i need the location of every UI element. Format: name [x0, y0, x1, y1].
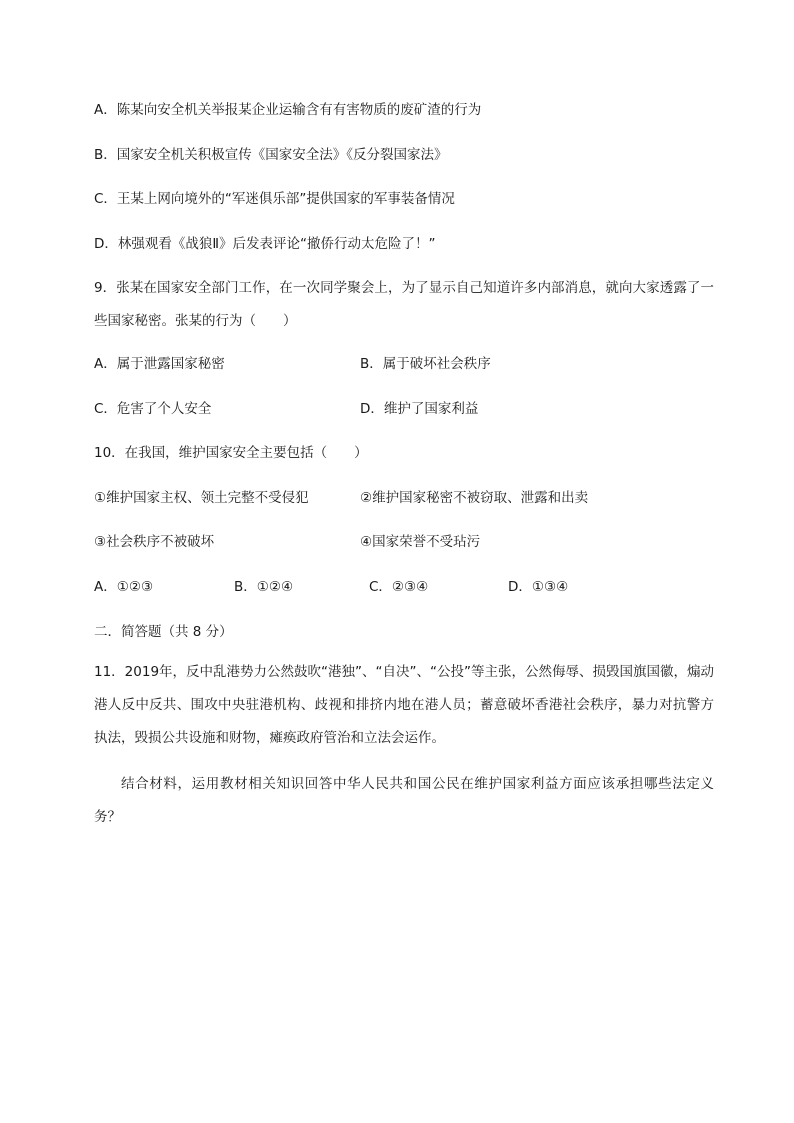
q8-option-b: B．国家安全机关积极宣传《国家安全法》《反分裂国家法》 [94, 147, 448, 163]
q11-question: 结合材料，运用教材相关知识回答中华人民共和国公民在维护国家利益方面应该承担哪些法定义务？ [94, 776, 714, 825]
q10-item-1: ①维护国家主权、领土完整不受侵犯 [94, 490, 309, 506]
q10-option-c: C．②③④ [369, 579, 429, 595]
q8-option-d: D．林强观看《战狼Ⅱ》后发表评论“撤侨行动太危险了！” [94, 236, 436, 252]
q10-stem: 10．在我国，维护国家安全主要包括（ ） [94, 445, 368, 461]
q9-option-b: B．属于破坏社会秩序 [360, 356, 491, 372]
q9-option-a: A．属于泄露国家秘密 [94, 356, 225, 372]
section-heading-short-answer: 二．简答题（共 8 分） [94, 624, 233, 640]
q9-option-c: C．危害了个人安全 [94, 401, 212, 417]
q10-option-d: D．①③④ [508, 579, 569, 595]
q10-item-2: ②维护国家秘密不被窃取、泄露和出卖 [360, 490, 589, 506]
q8-option-a: A．陈某向安全机关举报某企业运输含有有害物质的废矿渣的行为 [94, 102, 482, 118]
q8-option-c: C．王某上网向境外的“军迷俱乐部”提供国家的军事装备情况 [94, 191, 455, 207]
q11-material: 11．2019年，反中乱港势力公然鼓吹“港独”、“自决”、“公投”等主张，公然侮辱、损毁国旗国徽，煽动港人反中反共、围攻中央驻港机构、歧视和排挤内地在港人员；蓄意破坏香港社会秩序，暴力对抗警方执法，毁损公共设施和财物，瘫痪政府管治和立法会运作。 [94, 664, 714, 746]
q9-stem: 9．张某在国家安全部门工作，在一次同学聚会上，为了显示自己知道许多内部消息，就向大家透露了一些国家秘密。张某的行为（ ） [94, 280, 714, 329]
q10-item-4: ④国家荣誉不受玷污 [360, 534, 481, 550]
q9-option-d: D．维护了国家利益 [360, 401, 479, 417]
q10-item-3: ③社会秩序不被破坏 [94, 534, 215, 550]
q10-option-b: B．①②④ [234, 579, 294, 595]
q10-option-a: A．①②③ [94, 579, 154, 595]
